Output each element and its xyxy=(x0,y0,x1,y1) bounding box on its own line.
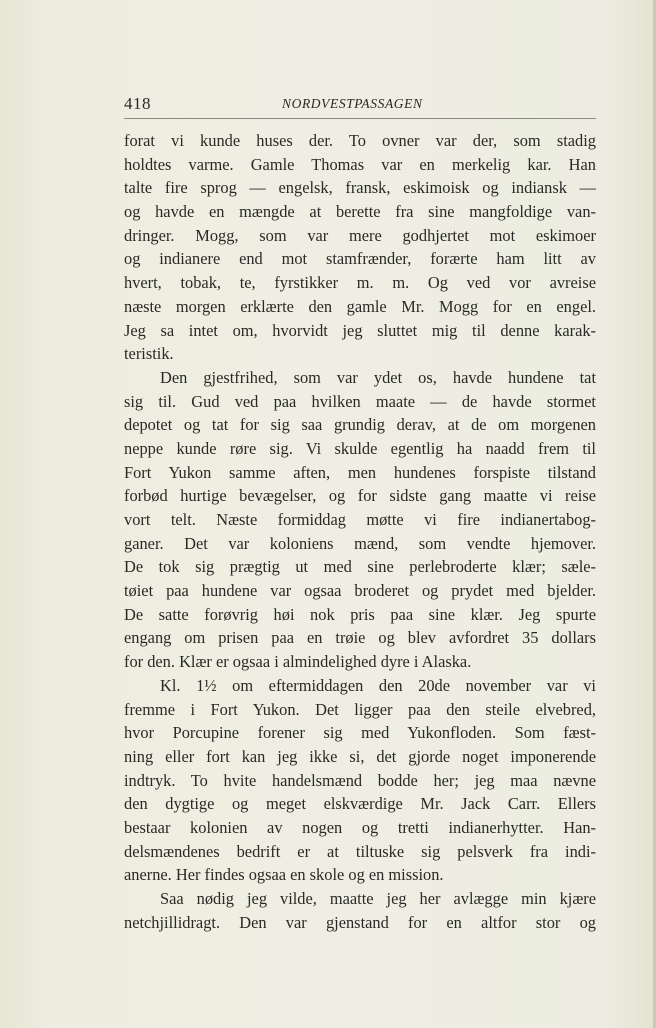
text-line: anerne. Her findes ogsaa en skole og en mission. xyxy=(124,865,444,885)
text-line: talte fire sprog — engelsk, fransk, eskimoisk og indiansk — xyxy=(124,178,596,198)
text-line: Kl. 1½ om eftermiddagen den 20de november var vi xyxy=(160,675,596,695)
text-line: forat vi kunde huses der. To ovner var der, som stadig xyxy=(124,131,596,150)
body-text xyxy=(124,129,596,934)
text-line: forbød hurtige bevægelser, og for sidste gang maatte vi reise xyxy=(124,486,596,506)
text-line: dringer. Mogg, som var mere godhjertet mot eskimoer xyxy=(124,225,596,245)
text-line: Saa nødig jeg vilde, maatte jeg her avlægge min kjære xyxy=(160,889,596,908)
text-line: tøiet paa hundene var ogsaa broderet og prydet med bjelder. xyxy=(124,581,596,601)
text-line: De satte forøvrig høi nok pris paa sine klær. Jeg spurte xyxy=(124,604,596,624)
text-line: neppe kunde røre sig. Vi skulde egentlig ha naadd frem til xyxy=(124,438,596,458)
text-line: engang om prisen paa en trøie og blev avfordret 35 dollars xyxy=(124,628,596,648)
text-line: indtryk. To hvite handelsmænd bodde her; jeg maa nævne xyxy=(124,770,596,790)
text-line: og indianere end mot stamfrænder, forærte ham litt av xyxy=(124,249,596,269)
text-line: hvert, tobak, te, fyrstikker m. m. Og ved vor avreise xyxy=(124,273,596,293)
text-line: for den. Klær er ogsaa i almindelighed dyre i Alaska. xyxy=(124,652,472,672)
text-line: den dygtige og meget elskværdige Mr. Jack Carr. Ellers xyxy=(124,794,596,814)
page-number: 418 xyxy=(124,94,151,113)
text-line: sig til. Gud ved paa hvilken maate — de havde stormet xyxy=(124,391,596,411)
text-line: ning eller fort kan jeg ikke si, det gjorde noget imponerende xyxy=(124,746,596,766)
text-line: næste morgen erklærte den gamle Mr. Mogg for en engel. xyxy=(124,296,596,316)
text-line: ganer. Det var koloniens mænd, som vendte hjemover. xyxy=(124,533,596,553)
running-title: NORDVESTPASSAGEN xyxy=(282,96,423,111)
text-line: og havde en mængde at berette fra sine mangfoldige van- xyxy=(124,202,596,222)
text-line: bestaar kolonien av nogen og tretti indianerhytter. Han- xyxy=(124,817,596,837)
text-line: De tok sig prægtig ut med sine perlebroderte klær; sæle- xyxy=(124,557,596,577)
text-line: Jeg sa intet om, hvorvidt jeg sluttet mig til denne karak- xyxy=(124,320,596,340)
text-line: teristik. xyxy=(124,344,174,364)
page-header xyxy=(124,92,596,119)
text-line: fremme i Fort Yukon. Det ligger paa den steile elvebred, xyxy=(124,699,596,719)
text-line: Den gjestfrihed, som var ydet os, havde hundene tat xyxy=(160,367,596,387)
text-line: depotet og tat for sig saa grundig derav, at de om morgenen xyxy=(124,415,596,435)
text-line: vort telt. Næste formiddag møtte vi fire indianertabog- xyxy=(124,510,596,529)
text-line: hvor Porcupine forener sig med Yukonfloden. Som fæst- xyxy=(124,723,596,743)
text-line: holdtes varme. Gamle Thomas var en merkelig kar. Han xyxy=(124,154,596,174)
text-line: delsmændenes bedrift er at tiltuske sig pelsverk fra indi- xyxy=(124,841,596,861)
text-line: netchjillidragt. Den var gjenstand for en altfor stor og xyxy=(124,912,596,932)
text-line: Fort Yukon samme aften, men hundenes forspiste tilstand xyxy=(124,462,596,482)
